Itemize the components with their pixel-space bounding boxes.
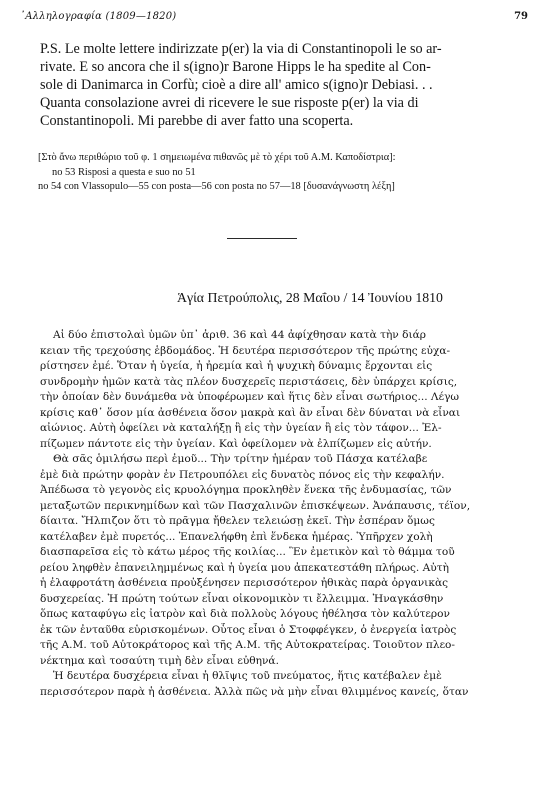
body-line: αἰώνιος. Αὐτὴ ὀφείλει νὰ καταλήξῃ ἢ εἰς τὴν ὑγείαν ἢ εἰς τὸν τάφον... Ἐλ- [40,422,442,434]
body-line: ἐμὲ διὰ πρώτην φορὰν ἐν Πετρουπόλει εἰς δυνατὸς πόνος εἰς τὴν κεφαλήν. [40,468,445,481]
body-line: ἐκ τῶν ἐνταῦθα εὑρισκομένων. Οὗτος εἶναι ὁ Στοφφέγκεν, ὁ ἐνεργεία ἰατρὸς [40,623,457,636]
letter-dateline [0,290,550,306]
running-header [20,11,528,23]
body-line: ἡ ἐλαφροτάτη ἀσθένεια προὐξένησεν περισσότερον ἠθικὰς παρὰ ὀργανικὰς [40,577,449,589]
postscript-line: sole di Danimarca in Corfù; cioè a dire all' amico s(igno)r Debiasi. . . [40,77,433,93]
postscript-line: Quanta consolazione avrei di ricevere le sue risposte p(er) la via di [40,95,419,111]
body-line: συνδρομὴν ἡμῶν κατὰ τὰς πλέον δυσχερεῖς περιστάσεις, δὲν ὑπάρχει κρίσις, [40,375,458,388]
postscript-line: Constantinopoli. Mi parebbe di aver fatto una scoperta. [40,113,354,129]
body-line: νέκτημα καὶ τοσαύτη τιμὴ δὲν εἶναι εὐθηνά. [40,654,279,667]
running-title: ᾿Αλληλογραφία (1809—1820) [20,11,177,22]
note-line: [Στὸ ἄνω περιθώριο τοῦ φ. 1 σημειωμένα πιθανῶς μὲ τὸ χέρι τοῦ Α.Μ. Καποδίστρια]: [38,152,396,163]
postscript-line: rivate. E so ancora che il s(igno)r Barone Hipps le ha spedite al Con- [40,59,431,75]
body-line: τῆς Α.Μ. τοῦ Αὐτοκράτορος καὶ τῆς Α.Μ. τῆς Αὐτοκρατείρας. Τοιοῦτον πλεο- [40,639,456,651]
postscript [40,40,510,130]
body-line: μεταξωτῶν περικνημίδων καὶ τῶν Πασχαλινῶν ἐπισκέψεων. Ἀνάπαυσις, τέϊον, [40,499,471,512]
body-line: ρίστησεν ἐμέ. Ὅταν ἡ ὑγεία, ἡ ἠρεμία καὶ ἡ ψυχικὴ δύναμις ἔρχονται εἰς [40,360,433,372]
body-line: περισσότερον παρὰ ἡ ἀσθένεια. Ἀλλὰ πῶς νὰ μὴν εἶναι θλιμμένος κανείς, ὅταν [40,685,469,698]
body-line: τὴν ὁποίαν δὲν δυνάμεθα νὰ ὑποφέρωμεν καὶ ἥτις δὲν εἶναι σωτήριος... Λέγω [40,391,460,403]
body-line: δίαιτα. Ἤλπιζον ὅτι τὸ πρᾶγμα ἤθελεν τελειώσῃ ἐκεῖ. Τὴν ἑσπέραν ὅμως [40,515,435,527]
body-line: Θὰ σᾶς ὁμιλήσω περὶ ἐμοῦ... Τὴν τρίτην ἡμέραν τοῦ Πάσχα κατέλαβε [53,453,428,465]
body-line: Ἡ δευτέρα δυσχέρεια εἶναι ἡ θλῖψις τοῦ πνεύματος, ἥτις κατέβαλεν ἐμὲ [53,670,442,682]
body-line: πίζωμεν πάντοτε εἰς τὴν ὑγείαν. Καὶ ὀφείλομεν νὰ ἐλπίζωμεν εἰς αὐτήν. [40,437,432,450]
body-line: κειαν τῆς τρεχούσης ἑβδομάδος. Ἡ δευτέρα περισσότερον τῆς πρώτης εὐχα- [40,344,451,357]
note-line: no 54 con Vlassopulo—55 con posta—56 con posta no 57—18 [δυσανάγνωστη λέξη] [38,181,395,192]
body-line: ρείου ληφθὲν ἐπανειλημμένως καὶ ἡ ὑγεία μου ἀπεκατεστάθη πλήρως. Αὐτὴ [40,561,449,574]
body-line: κρίσις καθ᾿ ὅσον μία ἀσθένεια ὅσον μακρὰ καὶ ἂν εἶναι δὲν δύναται νὰ εἶναι [40,406,461,419]
note-line: no 53 Risposi a questa e suo no 51 [52,166,196,178]
dateline-text: Ἁγία Πετρούπολις, 28 Μαΐου / 14 Ἰουνίου 1810 [177,290,443,305]
section-divider [227,238,297,239]
body-line: Ἀπέδωσα τὸ γεγονὸς εἰς κρυολόγημα προκληθὲν ἕνεκα τῆς ἐνδυμασίας, τῶν [40,484,452,496]
body-line: Αἱ δύο ἐπιστολαὶ ὑμῶν ὑπ᾿ ἀριθ. 36 καὶ 44 ἀφίχθησαν κατὰ τὴν διάρ [53,329,427,341]
letter-body [40,328,514,700]
page-number: 79 [514,11,528,22]
body-line: ὅπως καταφύγω εἰς ἰατρὸν καὶ διὰ πολλοὺς λόγους ἠθέλησα τὸν καλύτερον [40,608,450,620]
body-line: δυσχερείας. Ἡ πρώτη τούτων εἶναι οἰκονομικὸν τι ἔλλειμμα. Ἠναγκάσθην [40,592,444,605]
postscript-line: P.S. Le molte lettere indirizzate p(er) la via di Constantinopoli le so ar- [40,41,442,57]
body-line: κατέλαβεν ἐμὲ πυρετός... Ἐπανελήφθη ἐπὶ ἕνδεκα ἡμέρας. Ὑπῆρχεν χολὴ [40,530,433,543]
body-line: διασπαρεῖσα εἰς τὸ κάτω μέρος τῆς κοιλίας... Ἓν ἐμετικὸν καὶ τὸ θάμμα τοῦ [40,546,455,558]
editorial-note [38,151,518,195]
